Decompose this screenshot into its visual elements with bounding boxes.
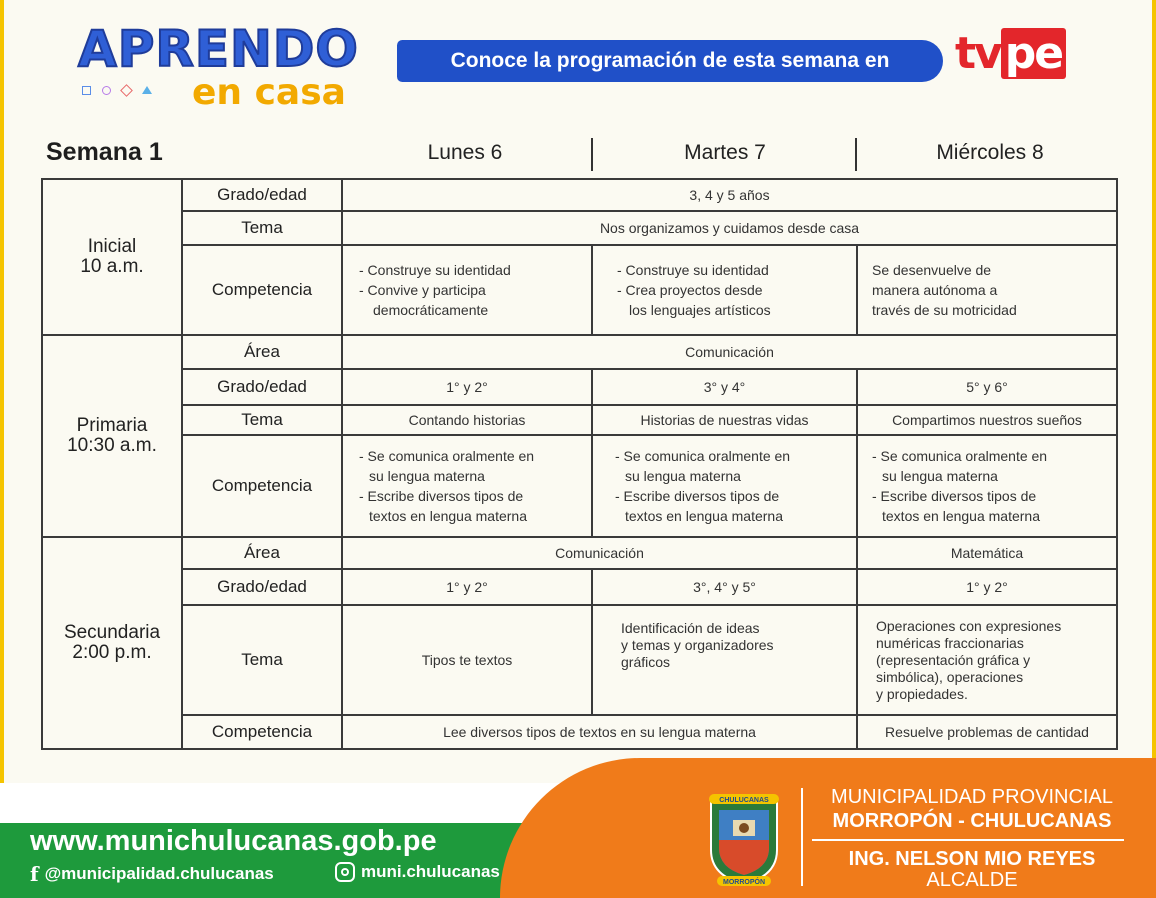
row-label: Tema xyxy=(182,605,342,715)
cell-line: - Construye su identidad xyxy=(359,262,511,278)
level-primaria xyxy=(42,335,182,537)
table-row xyxy=(42,605,1117,715)
mayor-title: ALCALDE xyxy=(926,869,1018,891)
cell-line: - Se comunica oralmente en xyxy=(359,448,535,464)
table-cell: Comunicación xyxy=(342,537,857,569)
schedule-table xyxy=(41,178,1118,750)
table-cell xyxy=(342,245,592,335)
table-cell xyxy=(592,605,857,715)
logo-en-casa-text: en casa xyxy=(192,72,346,113)
cell-line: su lengua materna xyxy=(369,468,485,484)
level-name: Secundaria xyxy=(63,622,161,643)
table-cell xyxy=(857,245,1117,335)
day-header-monday: Lunes 6 xyxy=(427,141,503,164)
row-label: Área xyxy=(182,335,342,369)
level-time: 10 a.m. xyxy=(80,256,144,277)
table-cell: 1° y 2° xyxy=(342,569,592,605)
cell-line: - Escribe diversos tipos de xyxy=(359,488,524,504)
cell-line: los lenguajes artísticos xyxy=(629,302,771,318)
cell-line: - Convive y participa xyxy=(359,282,486,298)
cell-line: democráticamente xyxy=(373,302,489,318)
cell-line: través de su motricidad xyxy=(872,302,1017,318)
table-cell xyxy=(342,435,592,537)
cell-line: numéricas fraccionarias xyxy=(876,634,1024,651)
cell-line: Se desenvuelve de xyxy=(872,262,992,278)
cell-line: Identificación de ideas xyxy=(621,620,760,636)
table-row xyxy=(42,369,1117,405)
instagram-handle: muni.chulucanas xyxy=(361,862,500,881)
circle-icon xyxy=(102,86,111,95)
table-row xyxy=(42,715,1117,749)
table-cell: Historias de nuestras vidas xyxy=(592,405,857,435)
triangle-icon xyxy=(142,86,152,94)
table-cell xyxy=(857,435,1117,537)
row-label: Tema xyxy=(182,211,342,245)
facebook-link[interactable] xyxy=(30,862,274,886)
website-link[interactable]: www.munichulucanas.gob.pe xyxy=(30,825,437,857)
municipality-name-line2: MORROPÓN - CHULUCANAS xyxy=(832,810,1112,832)
table-row xyxy=(42,569,1117,605)
week-title: Semana 1 xyxy=(46,138,163,166)
cell-line: - Escribe diversos tipos de xyxy=(872,488,1037,504)
table-cell: 3° y 4° xyxy=(592,369,857,405)
cell-line: su lengua materna xyxy=(625,468,741,484)
cell-line: - Construye su identidad xyxy=(617,262,769,278)
table-row xyxy=(42,211,1117,245)
cell-line: Operaciones con expresiones xyxy=(876,617,1062,634)
table-cell: Comunicación xyxy=(342,335,1117,369)
table-row xyxy=(42,335,1117,369)
level-name: Primaria xyxy=(76,415,148,436)
aprendo-en-casa-logo xyxy=(78,20,368,115)
table-row xyxy=(42,435,1117,537)
day-header-tuesday: Martes 7 xyxy=(684,141,766,164)
crest-top-text: CHULUCANAS xyxy=(719,797,769,804)
table-cell: 1° y 2° xyxy=(857,569,1117,605)
cell-line: textos en lengua materna xyxy=(882,508,1040,524)
day-header-wednesday: Miércoles 8 xyxy=(936,141,1044,164)
table-cell: Matemática xyxy=(857,537,1117,569)
cell-line: manera autónoma a xyxy=(872,282,998,298)
table-row xyxy=(42,405,1117,435)
level-name: Inicial xyxy=(87,236,137,257)
tvpe-logo xyxy=(955,28,1066,79)
cell-line: - Se comunica oralmente en xyxy=(872,448,1048,464)
table-cell xyxy=(592,435,857,537)
day-divider xyxy=(591,138,593,171)
cell-line: - Crea proyectos desde xyxy=(617,282,763,298)
table-cell: Nos organizamos y cuidamos desde casa xyxy=(342,211,1117,245)
table-row xyxy=(42,537,1117,569)
table-cell: Compartimos nuestros sueños xyxy=(857,405,1117,435)
table-cell: 1° y 2° xyxy=(342,369,592,405)
municipality-name-line1: MUNICIPALIDAD PROVINCIAL xyxy=(831,786,1113,808)
cell-line: - Escribe diversos tipos de xyxy=(615,488,780,504)
tvpe-logo-pe: pe xyxy=(1001,28,1066,79)
diamond-icon xyxy=(120,84,133,97)
row-label: Competencia xyxy=(182,245,342,335)
table-cell: Contando historias xyxy=(342,405,592,435)
cell-line: gráficos xyxy=(621,654,671,670)
row-label: Área xyxy=(182,537,342,569)
cell-line: textos en lengua materna xyxy=(369,508,527,524)
facebook-handle: @municipalidad.chulucanas xyxy=(44,864,274,883)
crest-bottom-text: MORROPÓN xyxy=(723,879,765,886)
table-cell xyxy=(857,605,1117,715)
table-cell: 3°, 4° y 5° xyxy=(592,569,857,605)
row-label: Grado/edad xyxy=(182,179,342,211)
cell-line: (representación gráfica y xyxy=(876,651,1031,668)
row-label: Grado/edad xyxy=(182,369,342,405)
programming-banner: Conoce la programación de esta semana en xyxy=(397,40,943,82)
cell-line: y propiedades. xyxy=(876,685,968,702)
cell-line: y temas y organizadores xyxy=(621,637,774,653)
instagram-link[interactable] xyxy=(335,862,500,882)
footer-divider xyxy=(801,788,803,886)
tvpe-logo-tv: tv xyxy=(955,28,1001,79)
table-row xyxy=(42,245,1117,335)
row-label: Tema xyxy=(182,405,342,435)
level-inicial xyxy=(42,179,182,335)
level-secundaria xyxy=(42,537,182,749)
cell-line: - Se comunica oralmente en xyxy=(615,448,791,464)
cell-line: textos en lengua materna xyxy=(625,508,783,524)
logo-aprendo-text: APRENDO xyxy=(78,20,359,78)
mayor-name: ING. NELSON MIO REYES xyxy=(848,848,1096,870)
instagram-icon xyxy=(335,862,355,882)
table-cell: Lee diversos tipos de textos en su lengua materna xyxy=(342,715,857,749)
table-cell: Resuelve problemas de cantidad xyxy=(857,715,1117,749)
level-time: 10:30 a.m. xyxy=(67,435,157,456)
municipal-crest-icon xyxy=(703,788,785,888)
level-time: 2:00 p.m. xyxy=(72,642,152,663)
table-row xyxy=(42,179,1117,211)
cell-line: su lengua materna xyxy=(882,468,998,484)
square-icon xyxy=(82,86,91,95)
row-label: Competencia xyxy=(182,715,342,749)
table-cell: 3, 4 y 5 años xyxy=(342,179,1117,211)
facebook-icon: f xyxy=(30,862,39,886)
footer-rule xyxy=(812,839,1124,841)
table-cell: 5° y 6° xyxy=(857,369,1117,405)
logo-shapes-icon xyxy=(82,86,152,95)
row-label: Grado/edad xyxy=(182,569,342,605)
table-cell xyxy=(592,245,857,335)
row-label: Competencia xyxy=(182,435,342,537)
cell-line: simbólica), operaciones xyxy=(876,668,1024,685)
table-cell: Tipos te textos xyxy=(342,605,592,715)
day-divider xyxy=(855,138,857,171)
